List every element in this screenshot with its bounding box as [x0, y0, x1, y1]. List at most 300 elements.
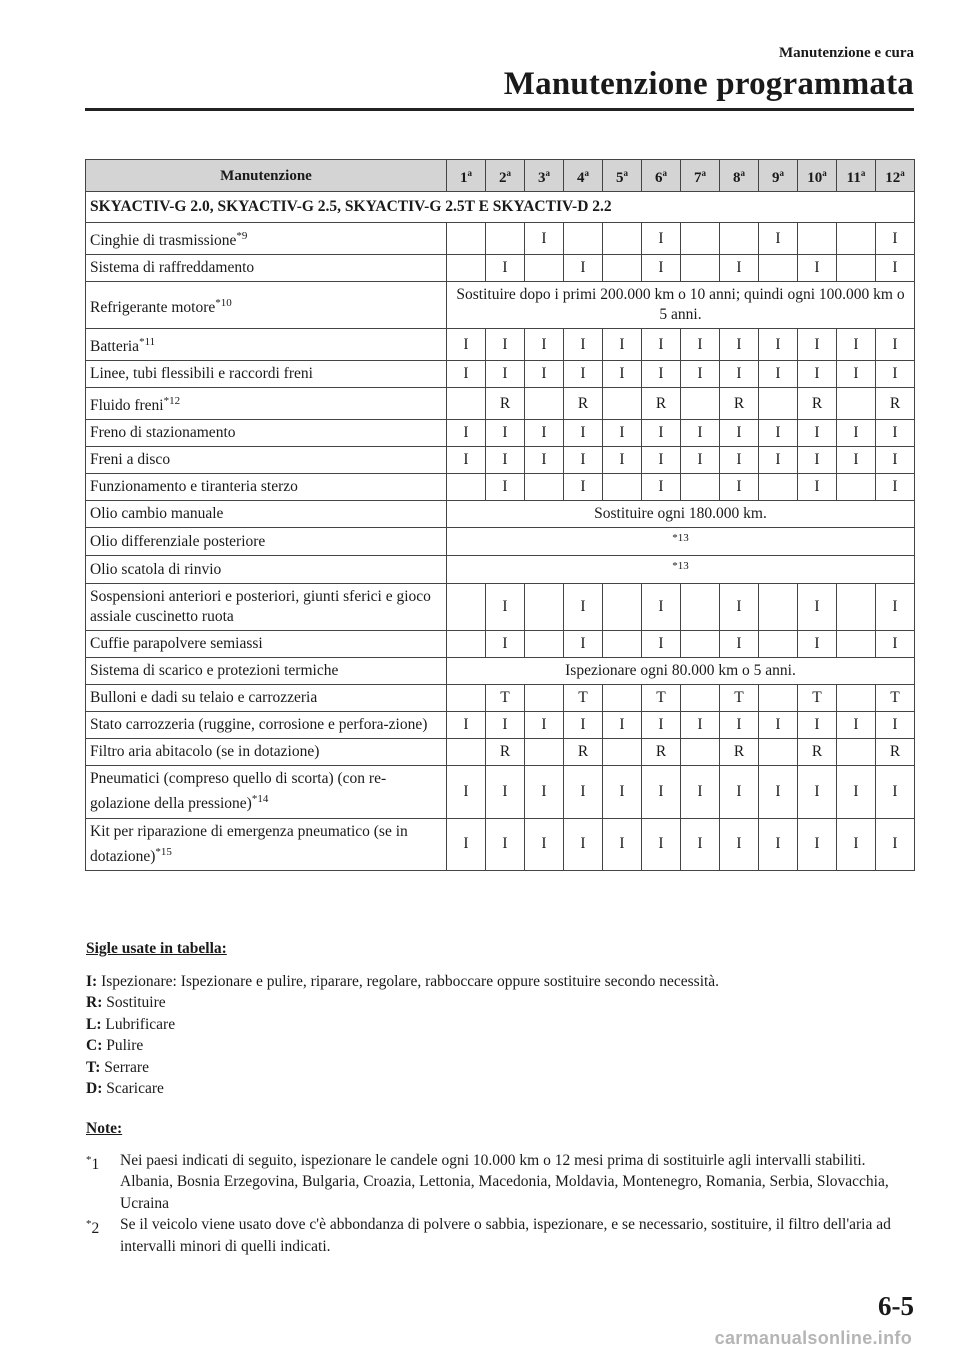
interval-cell: I: [720, 766, 759, 818]
interval-cell: R: [720, 388, 759, 420]
interval-cell: I: [681, 447, 720, 474]
interval-cell: [720, 223, 759, 255]
interval-cell: I: [486, 447, 525, 474]
col-header-interval: [486, 160, 525, 192]
legend-abbr: C:: [86, 1037, 103, 1054]
note-line: Se il veicolo viene usato dove c'è abbondanza di polvere o sabbia, ispezionare, e se necessario, sostituire, il filtro dell'aria ad intervalli minori di quelli indicati.: [120, 1216, 891, 1255]
interval-cell: I: [603, 766, 642, 818]
interval-cell: I: [837, 818, 876, 870]
interval-cell: I: [486, 474, 525, 501]
interval-cell: [837, 255, 876, 282]
row-item-label: [86, 361, 447, 388]
interval-cell: I: [525, 361, 564, 388]
interval-cell: I: [798, 447, 837, 474]
row-item-text: Kit per riparazione di emergenza pneumatico (se in dotazione): [90, 822, 408, 865]
interval-cell: [759, 255, 798, 282]
row-item-text: Batteria: [90, 338, 140, 356]
interval-cell: [681, 739, 720, 766]
interval-cell: I: [837, 420, 876, 447]
interval-cell: I: [642, 631, 681, 658]
row-item-label: [86, 658, 447, 685]
interval-cell: [603, 223, 642, 255]
table-row: [86, 447, 915, 474]
interval-number: 8: [733, 170, 741, 186]
interval-cell: I: [642, 447, 681, 474]
interval-cell: I: [798, 631, 837, 658]
interval-cell: [759, 584, 798, 631]
legend-text: Ispezionare: Ispezionare e pulire, riparare, regolare, rabboccare oppure sostituire secondo necessità.: [101, 972, 720, 990]
interval-cell: I: [564, 712, 603, 739]
table-row: [86, 361, 915, 388]
interval-cell: [525, 388, 564, 420]
interval-suffix: a: [701, 168, 706, 178]
interval-cell: I: [720, 255, 759, 282]
row-item-text: Fluido freni: [90, 397, 164, 415]
col-header-interval: [564, 160, 603, 192]
interval-cell: [681, 584, 720, 631]
interval-cell: [837, 584, 876, 631]
table-row: [86, 223, 915, 255]
row-span-text: Ispezionare ogni 80.000 km o 5 anni.: [447, 658, 915, 685]
note-number: [86, 1150, 99, 1176]
legend-text: Pulire: [106, 1037, 144, 1054]
row-span-note: [447, 528, 915, 556]
interval-cell: I: [798, 361, 837, 388]
interval-cell: I: [876, 255, 915, 282]
table-row: [86, 631, 915, 658]
interval-cell: I: [486, 712, 525, 739]
interval-cell: I: [837, 447, 876, 474]
interval-cell: R: [876, 739, 915, 766]
interval-cell: I: [525, 818, 564, 870]
interval-cell: I: [486, 631, 525, 658]
interval-number: 12: [885, 170, 901, 186]
interval-cell: I: [798, 766, 837, 818]
row-item-label: [86, 282, 447, 329]
interval-cell: T: [798, 685, 837, 712]
interval-cell: I: [798, 420, 837, 447]
interval-cell: [525, 255, 564, 282]
interval-cell: I: [642, 329, 681, 361]
interval-cell: I: [642, 584, 681, 631]
interval-cell: R: [876, 388, 915, 420]
row-item-text: Olio cambio manuale: [90, 505, 224, 523]
interval-cell: [603, 388, 642, 420]
interval-cell: [486, 223, 525, 255]
interval-cell: [525, 739, 564, 766]
interval-number: 1: [460, 170, 468, 186]
interval-cell: I: [837, 329, 876, 361]
row-item-label: [86, 474, 447, 501]
row-item-text: Olio differenziale posteriore: [90, 532, 266, 550]
interval-cell: [603, 474, 642, 501]
legend-text: Scaricare: [106, 1080, 164, 1097]
interval-cell: I: [564, 329, 603, 361]
interval-suffix: a: [779, 168, 784, 178]
note-item: [86, 1150, 916, 1215]
table-row: [86, 329, 915, 361]
interval-cell: I: [876, 329, 915, 361]
interval-cell: I: [564, 584, 603, 631]
interval-cell: [447, 255, 486, 282]
interval-cell: [603, 631, 642, 658]
interval-cell: I: [603, 361, 642, 388]
interval-cell: I: [642, 420, 681, 447]
interval-cell: I: [759, 361, 798, 388]
interval-cell: I: [720, 329, 759, 361]
interval-cell: I: [525, 447, 564, 474]
interval-cell: I: [603, 818, 642, 870]
row-item-text: Sistema di raffreddamento: [90, 259, 255, 277]
interval-cell: T: [642, 685, 681, 712]
table-row: [86, 712, 915, 739]
interval-cell: I: [447, 712, 486, 739]
row-item-text: Stato carrozzeria (ruggine, corrosione e perfora-zione): [90, 716, 428, 734]
row-item-text: Freni a disco: [90, 451, 171, 469]
interval-cell: R: [798, 739, 837, 766]
interval-cell: I: [525, 712, 564, 739]
row-item-label: [86, 631, 447, 658]
section-title: Manutenzione e cura: [779, 45, 914, 61]
interval-cell: I: [447, 361, 486, 388]
interval-cell: [681, 223, 720, 255]
interval-cell: [447, 223, 486, 255]
interval-cell: I: [486, 329, 525, 361]
interval-cell: I: [720, 584, 759, 631]
table-header-row: [86, 160, 915, 192]
col-header-interval: [759, 160, 798, 192]
interval-cell: [837, 739, 876, 766]
interval-cell: I: [681, 420, 720, 447]
notes-items: [86, 1150, 916, 1258]
interval-cell: I: [564, 766, 603, 818]
interval-cell: R: [642, 739, 681, 766]
interval-cell: [525, 584, 564, 631]
row-item-label: [86, 739, 447, 766]
interval-cell: T: [486, 685, 525, 712]
row-item-ref: *15: [155, 845, 172, 858]
interval-cell: I: [564, 818, 603, 870]
interval-cell: [603, 584, 642, 631]
interval-cell: I: [876, 584, 915, 631]
row-item-label: [86, 447, 447, 474]
col-header-interval: [603, 160, 642, 192]
interval-cell: I: [681, 818, 720, 870]
col-header-interval: [447, 160, 486, 192]
notes-title: Note:: [86, 1120, 123, 1137]
interval-cell: [603, 255, 642, 282]
interval-suffix: a: [545, 168, 550, 178]
interval-cell: I: [564, 447, 603, 474]
interval-cell: [759, 685, 798, 712]
interval-cell: [525, 631, 564, 658]
interval-cell: I: [525, 420, 564, 447]
table-row: [86, 584, 915, 631]
legend-text: Lubrificare: [105, 1015, 176, 1033]
interval-cell: [603, 685, 642, 712]
row-span-note-ref: *13: [672, 560, 689, 573]
interval-cell: I: [447, 420, 486, 447]
legend-abbr: D:: [86, 1080, 103, 1097]
interval-cell: I: [720, 631, 759, 658]
notes: [86, 1118, 916, 1257]
interval-number: 5: [616, 170, 624, 186]
row-item-label: [86, 584, 447, 631]
interval-cell: I: [759, 712, 798, 739]
interval-cell: R: [642, 388, 681, 420]
interval-cell: I: [837, 361, 876, 388]
interval-cell: I: [798, 584, 837, 631]
table-row: [86, 282, 915, 329]
interval-number: 6: [655, 170, 663, 186]
note-num: 1: [91, 1155, 100, 1173]
interval-cell: I: [525, 329, 564, 361]
interval-cell: R: [798, 388, 837, 420]
interval-cell: I: [525, 766, 564, 818]
row-item-ref: *11: [139, 336, 156, 349]
header-rule: [85, 108, 914, 111]
interval-cell: I: [720, 712, 759, 739]
interval-cell: [837, 223, 876, 255]
legend-item: [86, 1035, 916, 1057]
interval-cell: I: [447, 329, 486, 361]
row-item-label: [86, 685, 447, 712]
row-item-label: [86, 420, 447, 447]
legend-abbr: L:: [86, 1015, 102, 1033]
interval-cell: I: [642, 223, 681, 255]
table-row: [86, 528, 915, 556]
row-item-text: Cuffie parapolvere semiassi: [90, 635, 263, 653]
legend-abbr: R:: [86, 994, 103, 1011]
legend-item: [86, 971, 916, 993]
table-row: [86, 255, 915, 282]
table-row: [86, 818, 915, 870]
interval-cell: [837, 631, 876, 658]
interval-cell: I: [681, 712, 720, 739]
interval-cell: I: [876, 474, 915, 501]
model-row-label: SKYACTIV-G 2.0, SKYACTIV-G 2.5, SKYACTIV-G 2.5T E SKYACTIV-D 2.2: [86, 192, 915, 223]
interval-cell: [681, 255, 720, 282]
row-item-text: Freno di stazionamento: [90, 424, 236, 442]
interval-cell: [525, 685, 564, 712]
interval-number: 7: [694, 170, 702, 186]
interval-cell: I: [564, 255, 603, 282]
row-item-text: Refrigerante motore: [90, 298, 216, 316]
row-item-text: Bulloni e dadi su telaio e carrozzeria: [90, 689, 318, 707]
row-span-note: [447, 556, 915, 584]
interval-cell: I: [642, 474, 681, 501]
interval-cell: I: [798, 474, 837, 501]
interval-cell: T: [876, 685, 915, 712]
interval-cell: I: [876, 447, 915, 474]
interval-cell: I: [642, 361, 681, 388]
interval-cell: I: [720, 447, 759, 474]
row-item-label: [86, 766, 447, 818]
interval-cell: T: [720, 685, 759, 712]
interval-cell: [681, 631, 720, 658]
legend-text: Serrare: [104, 1058, 149, 1076]
row-item-text: Sospensioni anteriori e posteriori, giunti sferici e gioco assiale cuscinetto ruota: [90, 588, 431, 626]
note-star: *: [86, 1218, 92, 1230]
col-header-interval: [876, 160, 915, 192]
interval-cell: [837, 388, 876, 420]
table-row: [86, 420, 915, 447]
row-item-label: [86, 556, 447, 584]
legend-item: [86, 992, 916, 1014]
interval-cell: I: [798, 255, 837, 282]
interval-suffix: a: [584, 168, 589, 178]
legend-title: Sigle usate in tabella:: [86, 940, 227, 957]
chapter-title: Manutenzione programmata: [503, 66, 914, 102]
interval-cell: [681, 685, 720, 712]
interval-cell: [525, 474, 564, 501]
row-item-ref: *9: [236, 230, 248, 242]
interval-cell: I: [486, 255, 525, 282]
interval-cell: I: [486, 818, 525, 870]
row-item-text: Cinghie di trasmissione: [90, 232, 237, 250]
interval-cell: I: [681, 329, 720, 361]
interval-cell: I: [876, 361, 915, 388]
row-item-text: Pneumatici (compreso quello di scorta) (con re-golazione della pressione): [90, 770, 387, 813]
interval-cell: I: [720, 361, 759, 388]
row-span-note-ref: *13: [672, 532, 689, 545]
table-body: [86, 192, 915, 871]
legend-items: [86, 971, 916, 1100]
maintenance-table: [85, 159, 915, 871]
interval-cell: I: [447, 447, 486, 474]
interval-cell: I: [486, 766, 525, 818]
interval-suffix: a: [623, 168, 628, 178]
interval-cell: I: [603, 712, 642, 739]
interval-cell: I: [642, 766, 681, 818]
interval-cell: I: [642, 712, 681, 739]
model-row: [86, 192, 915, 223]
interval-number: 4: [577, 170, 585, 186]
interval-cell: I: [564, 631, 603, 658]
row-span-text: Sostituire ogni 180.000 km.: [447, 501, 915, 528]
interval-cell: I: [564, 420, 603, 447]
interval-cell: [837, 685, 876, 712]
row-item-label: [86, 818, 447, 870]
note-star: *: [86, 1153, 92, 1166]
interval-cell: I: [876, 631, 915, 658]
col-header-interval: [525, 160, 564, 192]
interval-cell: [759, 739, 798, 766]
interval-cell: [759, 631, 798, 658]
interval-cell: I: [759, 447, 798, 474]
table-row: [86, 556, 915, 584]
interval-cell: R: [564, 739, 603, 766]
row-item-label: [86, 329, 447, 361]
interval-cell: I: [759, 420, 798, 447]
row-item-text: Sistema di scarico e protezioni termiche: [90, 662, 339, 680]
interval-cell: I: [486, 420, 525, 447]
row-item-ref: *10: [215, 296, 232, 309]
watermark: carmanualsonline.info: [714, 1328, 912, 1348]
interval-suffix: a: [467, 168, 472, 178]
table-row: [86, 658, 915, 685]
interval-cell: I: [837, 712, 876, 739]
interval-cell: I: [720, 474, 759, 501]
interval-suffix: a: [740, 168, 745, 178]
interval-cell: I: [876, 818, 915, 870]
interval-suffix: a: [822, 168, 827, 178]
row-item-label: [86, 223, 447, 255]
interval-number: 10: [807, 170, 823, 186]
interval-cell: I: [486, 584, 525, 631]
interval-cell: R: [720, 739, 759, 766]
interval-cell: [447, 739, 486, 766]
interval-cell: I: [759, 818, 798, 870]
legend-text: Sostituire: [106, 994, 166, 1011]
interval-cell: I: [798, 329, 837, 361]
col-header-interval: [642, 160, 681, 192]
interval-cell: I: [876, 712, 915, 739]
row-item-ref: *14: [251, 793, 269, 806]
interval-cell: I: [525, 223, 564, 255]
interval-cell: I: [720, 818, 759, 870]
table-row: [86, 474, 915, 501]
row-item-label: [86, 712, 447, 739]
col-header-interval: [837, 160, 876, 192]
col-header-interval: [798, 160, 837, 192]
row-item-text: Funzionamento e tiranteria sterzo: [90, 478, 298, 496]
note-num: 2: [91, 1220, 100, 1238]
interval-cell: [564, 223, 603, 255]
interval-cell: I: [759, 329, 798, 361]
interval-cell: I: [681, 361, 720, 388]
note-line: Nei paesi indicati di seguito, ispezionare le candele ogni 10.000 km o 12 mesi prima di sostituirle agli intervalli stabiliti.: [120, 1151, 866, 1169]
interval-number: 11: [846, 170, 861, 186]
interval-cell: R: [564, 388, 603, 420]
interval-cell: [447, 474, 486, 501]
table-row: [86, 685, 915, 712]
interval-cell: I: [642, 818, 681, 870]
legend-item: [86, 1057, 916, 1079]
interval-suffix: a: [662, 168, 667, 178]
table-row: [86, 388, 915, 420]
row-span-text: Sostituire dopo i primi 200.000 km o 10 anni; quindi ogni 100.000 km o 5 anni.: [447, 282, 915, 329]
interval-cell: R: [486, 388, 525, 420]
interval-cell: I: [681, 766, 720, 818]
interval-cell: [798, 223, 837, 255]
interval-number: 2: [499, 170, 507, 186]
col-header-maintenance: Manutenzione: [86, 160, 447, 192]
row-item-label: [86, 388, 447, 420]
interval-cell: I: [642, 255, 681, 282]
table-row: [86, 501, 915, 528]
interval-cell: R: [486, 739, 525, 766]
interval-cell: I: [486, 361, 525, 388]
interval-cell: I: [759, 223, 798, 255]
interval-cell: I: [564, 474, 603, 501]
interval-cell: I: [564, 361, 603, 388]
interval-number: 9: [772, 170, 780, 186]
interval-suffix: a: [900, 168, 905, 178]
col-header-interval: [720, 160, 759, 192]
interval-cell: [447, 685, 486, 712]
interval-cell: I: [876, 420, 915, 447]
row-item-text: Filtro aria abitacolo (se in dotazione): [90, 743, 320, 761]
interval-cell: [447, 631, 486, 658]
interval-number: 3: [538, 170, 546, 186]
interval-cell: I: [876, 766, 915, 818]
interval-cell: [447, 584, 486, 631]
col-header-interval: [681, 160, 720, 192]
page-header: [504, 44, 914, 104]
interval-suffix: a: [860, 168, 866, 178]
interval-cell: [681, 474, 720, 501]
